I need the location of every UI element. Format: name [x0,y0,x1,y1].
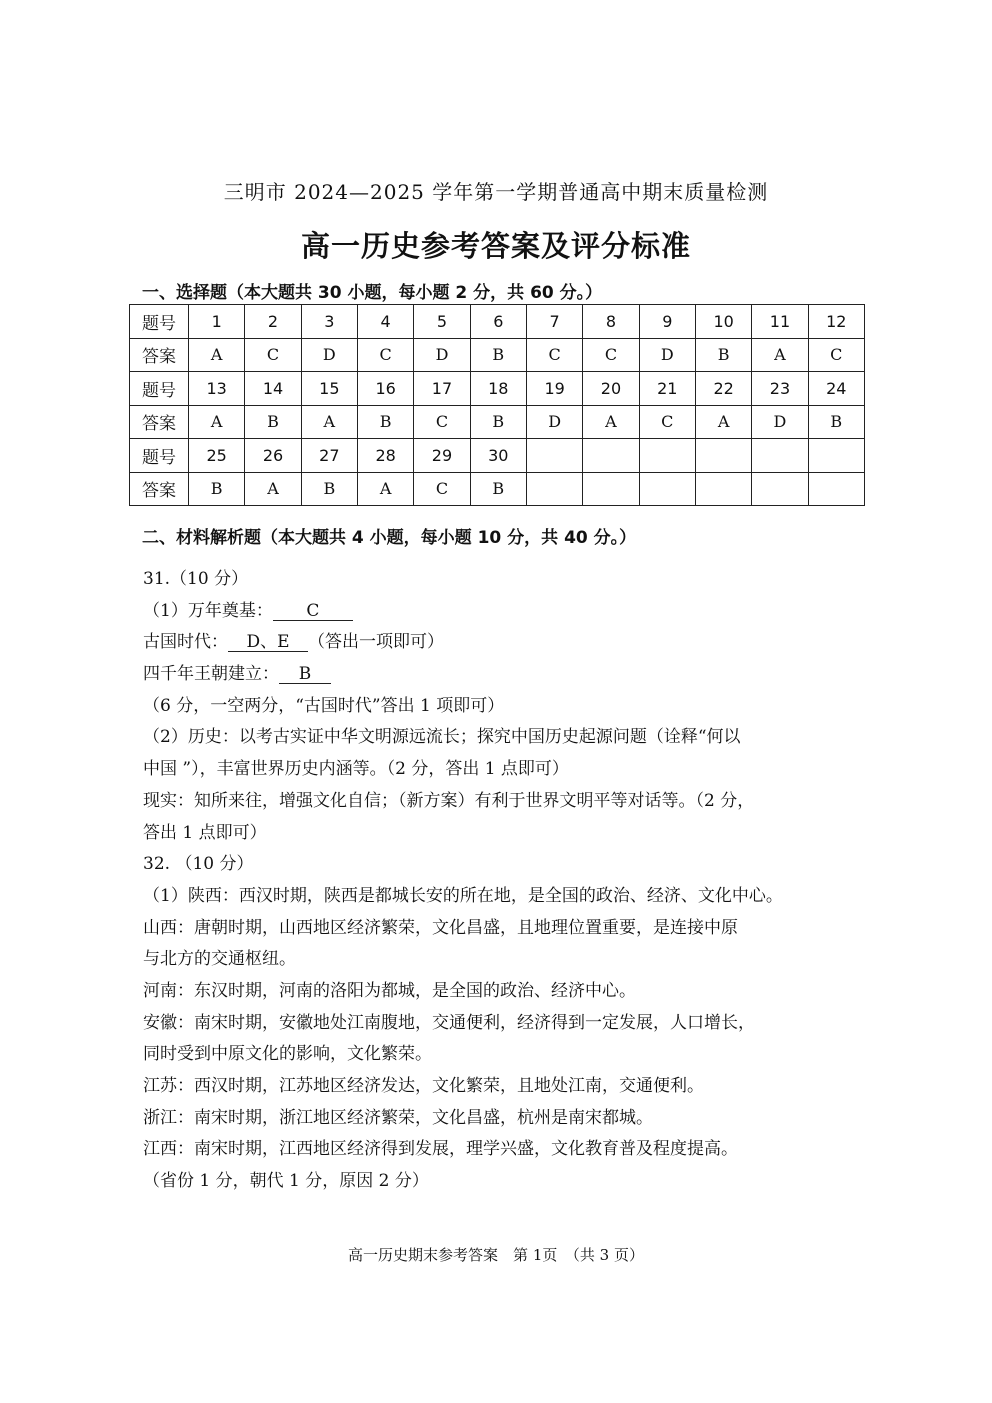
answer-cell: B [470,472,526,506]
answer-cell: B [808,405,864,439]
question-number-cell: 6 [470,305,526,339]
exam-subtitle: 三明市 2024—2025 学年第一学期普通高中期末质量检测 [223,180,769,204]
answer-cell: C [808,338,864,372]
q31-p1-label: （1）万年奠基： [143,600,273,621]
question-number-row [130,305,865,339]
answer-cell: A [583,405,639,439]
row-label-answer: 答案 [130,338,189,372]
q31-part1-line [143,596,863,628]
answer-cell: D [639,338,695,372]
answer-cell: B [301,472,357,506]
q31-p1-answer: C [273,602,353,621]
question-number-cell: 12 [808,305,864,339]
section2-heading: 二、材料解析题（本大题共 4 小题，每小题 10 分，共 40 分。） [142,528,637,548]
question-number-cell: 23 [752,372,808,406]
q32-line: 江西：南宋时期，江西地区经济得到发展，理学兴盛，文化教育普及程度提高。 [143,1139,738,1160]
q31-title: 31.（10 分） [143,569,249,589]
question-number-cell: 1 [189,305,245,339]
answer-cell: B [695,338,751,372]
question-number-cell: 11 [752,305,808,339]
answer-row [130,405,865,439]
row-label-question-number: 题号 [130,439,189,473]
answer-cell: C [357,338,413,372]
question-number-cell [752,439,808,473]
q32-line: 同时受到中原文化的影响，文化繁荣。 [143,1044,432,1065]
row-label-question-number: 题号 [130,372,189,406]
answer-cell: C [526,338,582,372]
question-number-cell: 27 [301,439,357,473]
q32-scoring: （省份 1 分，朝代 1 分，原因 2 分） [143,1171,429,1192]
answer-cell: D [752,405,808,439]
answer-cell: B [245,405,301,439]
question-number-cell: 21 [639,372,695,406]
row-label-answer: 答案 [130,472,189,506]
row-label-question-number: 题号 [130,305,189,339]
question-number-cell: 9 [639,305,695,339]
section2-content [143,564,863,1198]
answer-cell: A [245,472,301,506]
question-number-cell: 17 [414,372,470,406]
answer-cell: A [189,338,245,372]
question-number-row [130,372,865,406]
q31-p3-label: 四千年王朝建立： [143,664,279,685]
question-number-cell: 30 [470,439,526,473]
question-number-cell: 24 [808,372,864,406]
q32-line: 与北方的交通枢纽。 [143,949,296,970]
answer-cell: D [301,338,357,372]
answer-cell: D [414,338,470,372]
page-title: 高一历史参考答案及评分标准 [300,229,691,263]
answer-cell: B [470,405,526,439]
q32-line: 安徽：南宋时期，安徽地处江南腹地，交通便利，经济得到一定发展，人口增长， [143,1012,755,1033]
question-number-cell: 15 [301,372,357,406]
q31-p2-note: （答出一项即可） [308,632,444,653]
answer-cell: B [357,405,413,439]
q31-part2-text: 中国 ”），丰富世界历史内涵等。（2 分，答出 1 点即可） [143,759,569,780]
answer-cell [808,472,864,506]
question-number-cell: 8 [583,305,639,339]
question-number-cell: 14 [245,372,301,406]
q31-part3-line [143,659,863,691]
question-number-cell: 10 [695,305,751,339]
row-label-answer: 答案 [130,405,189,439]
answer-cell [639,472,695,506]
answer-cell: A [189,405,245,439]
question-number-cell: 5 [414,305,470,339]
q31-part2-line [143,627,863,659]
answer-cell: B [189,472,245,506]
question-number-cell [808,439,864,473]
question-number-cell: 3 [301,305,357,339]
answer-cell [583,472,639,506]
answer-cell [695,472,751,506]
question-number-cell: 26 [245,439,301,473]
answer-cell: C [245,338,301,372]
answer-row [130,472,865,506]
answer-row [130,338,865,372]
q31-part2-text: 现实：知所来往，增强文化自信；（新方案）有利于世界文明平等对话等。（2 分， [143,790,755,811]
question-number-cell: 22 [695,372,751,406]
question-number-cell: 13 [189,372,245,406]
answer-cell: C [414,405,470,439]
question-number-row [130,439,865,473]
question-number-cell: 19 [526,372,582,406]
answer-cell [752,472,808,506]
question-number-cell: 2 [245,305,301,339]
answer-cell [526,472,582,506]
question-number-cell: 16 [357,372,413,406]
question-number-cell: 18 [470,372,526,406]
answer-cell: C [639,405,695,439]
question-number-cell: 29 [414,439,470,473]
answer-cell: D [526,405,582,439]
answer-cell: A [752,338,808,372]
question-number-cell [583,439,639,473]
q31-part2-text: 答出 1 点即可） [143,822,267,843]
answer-table [129,304,865,506]
question-number-cell [639,439,695,473]
q32-line: 江苏：西汉时期，江苏地区经济发达，文化繁荣，且地处江南，交通便利。 [143,1076,704,1096]
q32-line: 河南：东汉时期，河南的洛阳为都城，是全国的政治、经济中心。 [143,980,636,1001]
question-number-cell: 7 [526,305,582,339]
q31-p3-answer: B [279,665,331,684]
q32-line: 山西：唐朝时期，山西地区经济繁荣，文化昌盛，且地理位置重要，是连接中原 [143,917,738,938]
q31-part2-text: （2）历史：以考古实证中华文明源远流长；探究中国历史起源问题（诠释“何以 [143,727,741,748]
question-number-cell: 28 [357,439,413,473]
q31-p2-label: 古国时代： [143,632,228,653]
q31-p2-answer: D、E [228,633,308,652]
q32-line: （1）陕西：西汉时期，陕西是都城长安的所在地，是全国的政治、经济、文化中心。 [143,885,783,906]
question-number-cell: 20 [583,372,639,406]
answer-cell: A [301,405,357,439]
q31-scoring: （6 分，一空两分，“古国时代”答出 1 项即可） [143,695,505,716]
q32-line: 浙江：南宋时期，浙江地区经济繁荣，文化昌盛，杭州是南宋都城。 [143,1107,653,1128]
section1-heading: 一、选择题（本大题共 30 小题，每小题 2 分，共 60 分。） [142,283,603,303]
answer-cell: C [583,338,639,372]
answer-cell: A [695,405,751,439]
question-number-cell: 25 [189,439,245,473]
answer-cell: B [470,338,526,372]
question-number-cell [695,439,751,473]
question-number-cell [526,439,582,473]
answer-cell: C [414,472,470,506]
page-footer: 高一历史期末参考答案 第 1页 （共 3 页） [348,1246,644,1264]
answer-cell: A [357,472,413,506]
q32-title: 32. （10 分） [143,854,254,875]
question-number-cell: 4 [357,305,413,339]
